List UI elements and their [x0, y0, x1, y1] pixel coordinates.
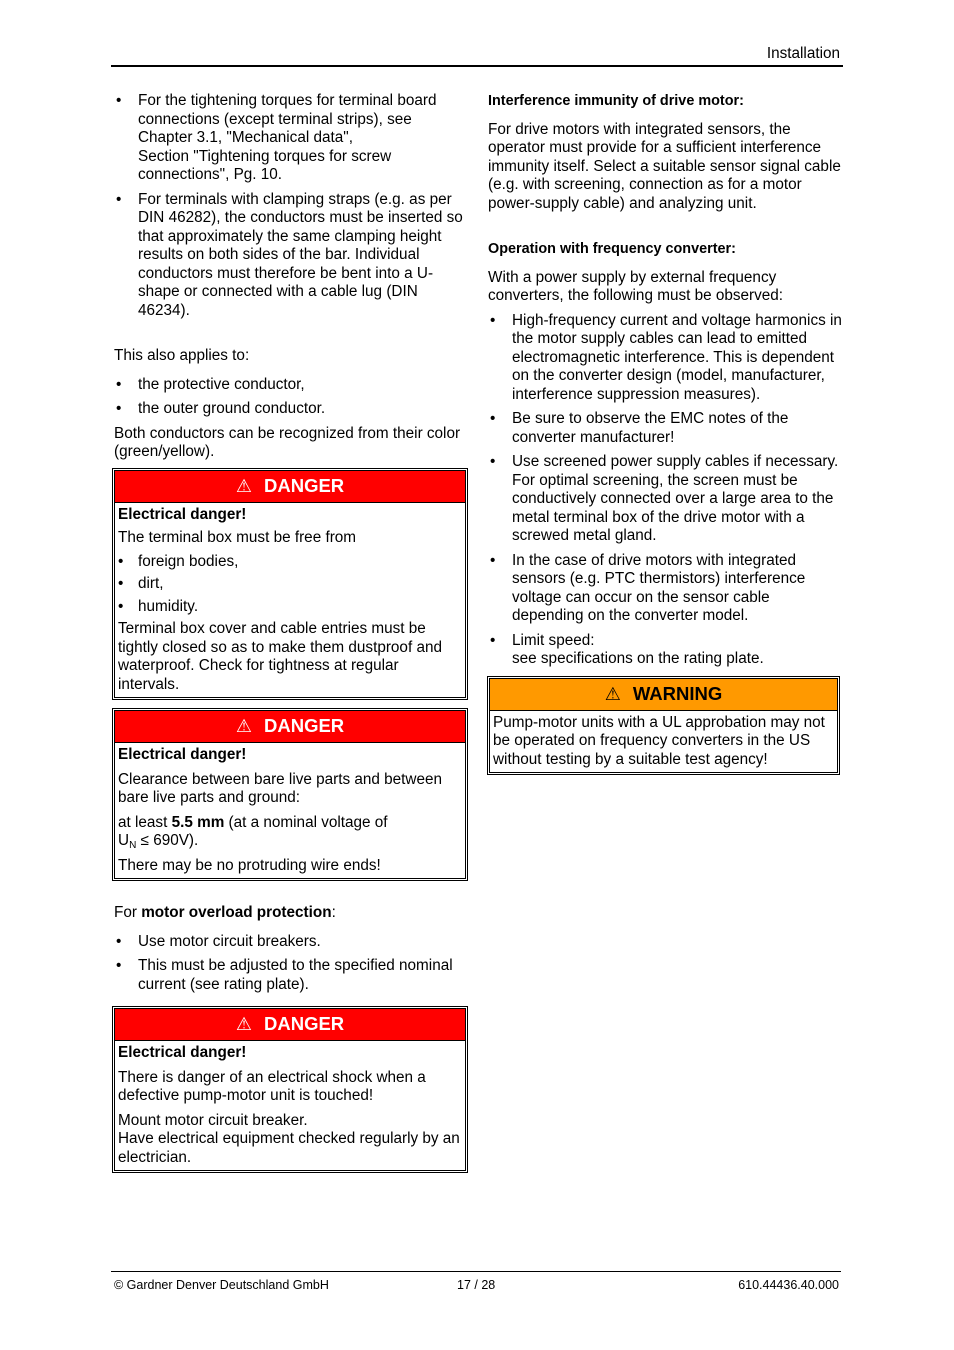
danger-body [115, 503, 465, 698]
immunity-heading: Interference immunity of drive motor: [488, 93, 744, 109]
list-item: • the protective conductor, [114, 376, 466, 395]
frequency-bullets [488, 312, 843, 669]
list-item: • Use motor circuit breakers. [114, 933, 466, 952]
list-item: • Use screened power supply cables if necessary. For optimal screening, the screen must be conductively connected over a large area to the metal terminal box of the drive motor with a screwed metal gland. [488, 453, 843, 546]
footer-rule [111, 1271, 841, 1272]
danger-body [115, 1041, 465, 1170]
warning-label: WARNING [632, 682, 723, 704]
warning-triangle-icon: ⚠ [604, 683, 621, 704]
danger-header [115, 1009, 465, 1041]
list-item: • foreign bodies, [118, 553, 462, 572]
wire-text: There may be no protruding wire ends! [118, 856, 381, 874]
footer-page-number: 17 / 28 [457, 1278, 496, 1292]
page-header-title: Installation [766, 45, 840, 62]
warning-header [490, 679, 837, 711]
list-item: • In the case of drive motors with integrated sensors (e.g. PTC thermistors) interference voltage can occur on the sensor cable depending on the converter model. [488, 552, 843, 626]
danger-header [115, 471, 465, 503]
danger-title: Electrical danger! [118, 505, 247, 523]
danger-title: Electrical danger! [118, 1044, 247, 1061]
danger-header [115, 711, 465, 743]
right-column [487, 92, 843, 775]
list-item: • humidity. [118, 598, 462, 617]
header-rule [111, 65, 843, 67]
list-item: • High-frequency current and voltage harmonics in the motor supply cables can lead to emitted electromagnetic interference. This is dependent on the converter design (model, manufacturer, interference suppression measures). [488, 312, 843, 405]
clearance-text: Clearance between bare live parts and between bare live parts and ground: [118, 770, 442, 806]
warning-body [490, 711, 837, 773]
shock-text: There is danger of an electrical shock when a defective pump-motor unit is touched! [118, 1068, 426, 1104]
frequency-intro: With a power supply by external frequency converters, the following must be observed: [488, 268, 784, 304]
warning-triangle-icon: ⚠ [235, 475, 252, 496]
applies-bullets [114, 376, 466, 419]
list-item: • For terminals with clamping straps (e.g. as per DIN 46282), the conductors must be inserted so that approximately the same clamping height results on both sides of the bar. Individual conductors must therefore be bent into a U-shape or connected with a cable lug (DIN 46234). [114, 191, 466, 321]
list-item: • This must be adjusted to the specified nominal current (see rating plate). [114, 957, 466, 994]
danger-text: Terminal box cover and cable entries must be tightly closed so as to make them dustproof and waterproof. Check for tightness at regular intervals. [118, 620, 442, 693]
danger-items [118, 553, 462, 617]
list-item: • the outer ground conductor. [114, 400, 466, 419]
warning-triangle-icon: ⚠ [235, 1014, 252, 1035]
list-item: • Be sure to observe the EMC notes of the converter manufacturer! [488, 410, 843, 447]
list-item: • For the tightening torques for terminal board connections (except terminal strips), see Chapter 3.1, "Mechanical data", Section "Tightening torques for screw connections", Pg. 10. [114, 92, 466, 185]
least-post: (at a nominal voltage of [224, 813, 388, 831]
warning-text: Pump-motor units with a UL approbation may not be operated on frequency converters in the US without testing by a suitable test agency! [493, 713, 825, 768]
danger-body [115, 743, 465, 878]
torque-bullets [114, 92, 466, 320]
danger-box-clearance [112, 708, 468, 881]
overload-post: : [331, 904, 336, 921]
voltage-value: ≤ 690V). [136, 832, 199, 849]
voltage-symbol: U [118, 832, 130, 849]
overload-intro [114, 904, 466, 923]
voltage-subscript: N [129, 840, 137, 851]
overload-bullets [114, 933, 466, 995]
danger-title: Electrical danger! [118, 746, 247, 763]
danger-intro: The terminal box must be free from [118, 529, 357, 546]
danger-box-shock [112, 1006, 468, 1173]
danger-box-terminal [112, 468, 468, 701]
danger-label: DANGER [263, 1013, 345, 1035]
warning-box-ul [487, 676, 840, 776]
least-value: 5.5 mm [171, 813, 225, 831]
overload-pre: For [114, 904, 142, 921]
footer-doc-number: 610.44436.40.000 [738, 1278, 839, 1292]
list-item: • Limit speed: see specifications on the rating plate. [488, 632, 843, 669]
overload-bold: motor overload protection [141, 904, 332, 921]
danger-label: DANGER [263, 715, 345, 737]
list-item: • dirt, [118, 575, 462, 594]
applies-intro: This also applies to: [114, 347, 250, 364]
warning-triangle-icon: ⚠ [235, 716, 252, 737]
mount-text: Mount motor circuit breaker. Have electrical equipment checked regularly by an electrician. [118, 1111, 460, 1166]
left-column [112, 92, 466, 1173]
footer-company: © Gardner Denver Deutschland GmbH [114, 1278, 329, 1292]
danger-label: DANGER [263, 474, 345, 496]
clearance-value [118, 814, 462, 851]
least-pre: at least [118, 813, 172, 831]
recognize-text: Both conductors can be recognized from their color (green/yellow). [114, 424, 461, 460]
immunity-text: For drive motors with integrated sensors, the operator must provide for a sufficient interference immunity itself. Select a suitable sensor signal cable (e.g. with screening, connection as for a motor power-supply cable) and analyzing unit. [488, 120, 841, 212]
frequency-heading: Operation with frequency converter: [488, 241, 736, 257]
